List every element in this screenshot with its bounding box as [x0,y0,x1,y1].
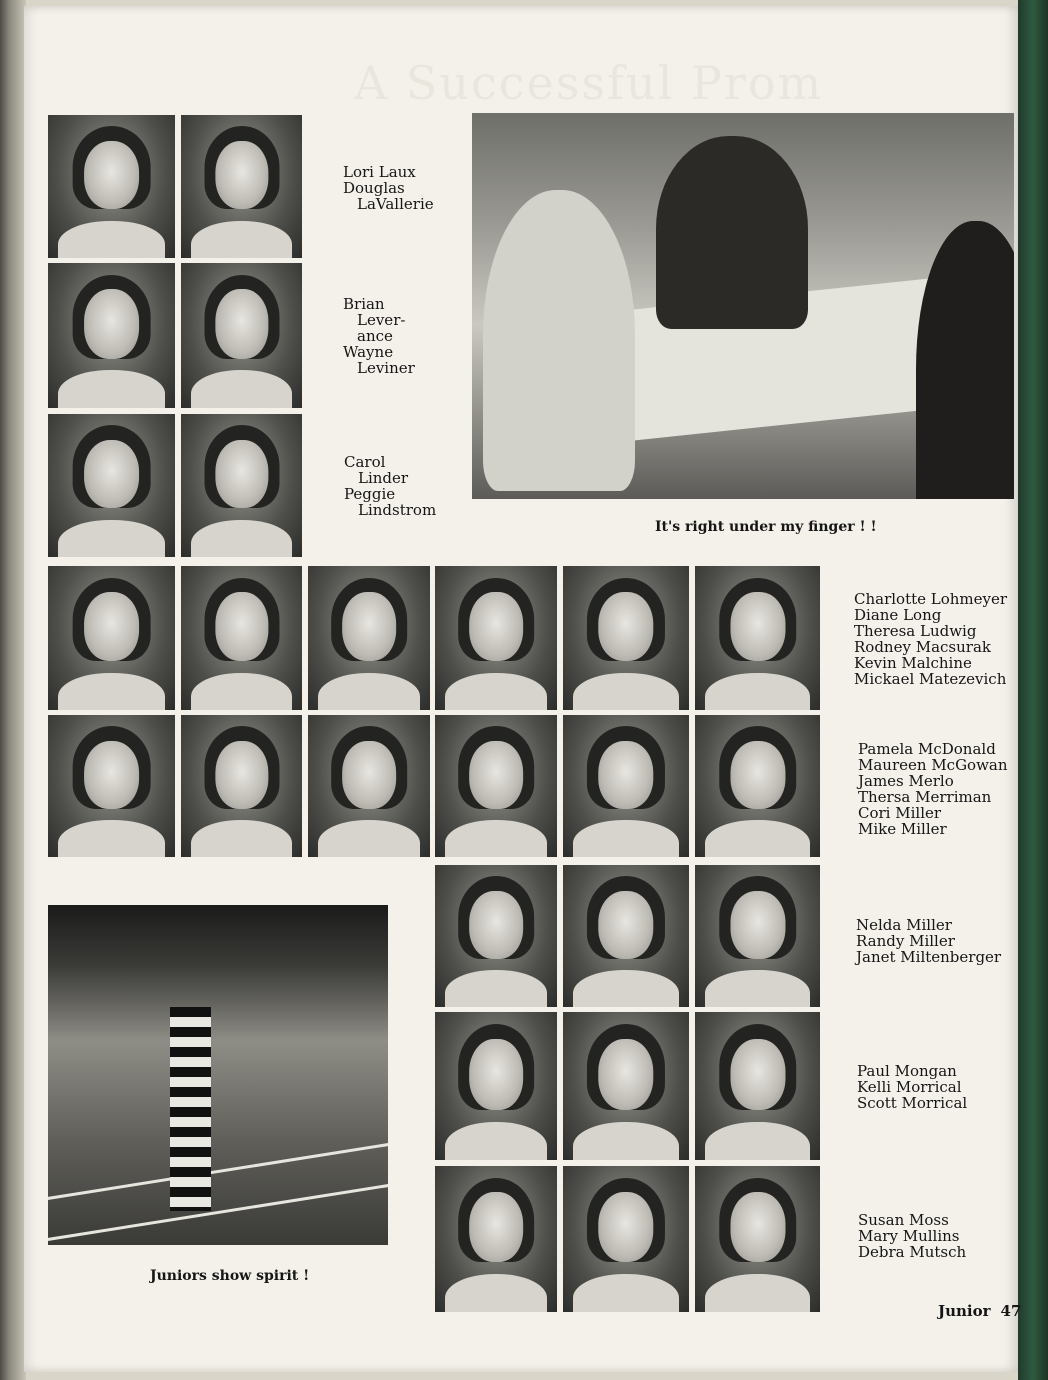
portrait-photo [48,414,175,557]
portrait-photo [48,715,175,857]
student-name: Leviner [357,359,415,377]
portrait-photo [435,1166,557,1312]
portrait-photo [563,1166,689,1312]
name-group-8 [858,1212,966,1260]
page-number: 47 [1000,1302,1022,1320]
portrait-photo [308,715,430,857]
classroom-candid-photo [472,113,1014,499]
portrait-photo [563,566,689,710]
portrait-photo [695,865,820,1007]
section-label: Junior [938,1302,991,1320]
name-group-6 [856,917,1001,965]
book-cover-edge [1018,0,1048,1380]
portrait-photo [48,115,175,258]
cartwheel-candid-photo [48,905,388,1245]
portrait-photo [435,715,557,857]
portrait-photo [563,715,689,857]
student-name: Lever- [357,311,406,329]
student-name: Douglas [343,179,405,197]
bottom-photo-caption: Juniors show spirit ! [150,1268,310,1284]
top-photo-caption: It's right under my finger ! ! [655,519,877,535]
portrait-photo [48,566,175,710]
headline-watermark: A Successful Prom [354,56,824,110]
name-group-5 [858,741,1008,837]
name-group-3 [344,454,436,518]
student-name: Janet Miltenberger [856,948,1002,966]
student-name: ance [357,327,393,345]
name-group-7 [857,1063,967,1111]
portrait-photo [308,566,430,710]
portrait-photo [435,865,557,1007]
portrait-photo [695,566,820,710]
book-binding-left [0,0,26,1380]
student-name: Susan Moss [858,1211,949,1229]
student-name: Theresa Ludwig [854,622,977,640]
portrait-photo [435,1012,557,1160]
student-name: Peggie [344,485,396,503]
student-name: Lori Laux [343,163,416,181]
portrait-photo [181,715,302,857]
student-name: Linder [358,469,409,487]
student-name: Nelda Miller [856,916,952,934]
yearbook-page [24,6,1022,1372]
student-name: Brian [343,295,385,313]
portrait-photo [435,566,557,710]
portrait-photo [181,115,302,258]
name-group-1 [343,164,434,212]
page-footer [938,1302,1031,1320]
portrait-photo [48,263,175,408]
student-name: Carol [344,453,386,471]
student-name: Kevin Malchine [854,654,972,672]
student-name: Maureen McGowan [858,756,1008,774]
student-name: Thersa Merriman [858,788,992,806]
student-name: Randy Miller [856,932,955,950]
student-name: James Merlo [858,772,954,790]
student-name: Mary Mullins [858,1227,960,1245]
portrait-photo [695,1012,820,1160]
portrait-photo [695,1166,820,1312]
student-name: Lindstrom [358,501,437,519]
name-group-2 [343,296,415,376]
portrait-photo [181,263,302,408]
student-name: LaVallerie [357,195,434,213]
student-name: Wayne [343,343,394,361]
portrait-photo [563,1012,689,1160]
portrait-photo [181,414,302,557]
portrait-photo [181,566,302,710]
student-name: Pamela McDonald [858,740,996,758]
portrait-photo [695,715,820,857]
student-name: Diane Long [854,606,942,624]
student-name: Mike Miller [858,820,947,838]
student-name: Rodney Macsurak [854,638,991,656]
student-name: Cori Miller [858,804,942,822]
student-name: Charlotte Lohmeyer [854,590,1008,608]
student-name: Paul Mongan [857,1062,957,1080]
portrait-photo [563,865,689,1007]
student-name: Debra Mutsch [858,1243,967,1261]
student-name: Mickael Matezevich [854,670,1007,688]
name-group-4 [854,591,1007,687]
student-name: Kelli Morrical [857,1078,962,1096]
student-name: Scott Morrical [857,1094,968,1112]
